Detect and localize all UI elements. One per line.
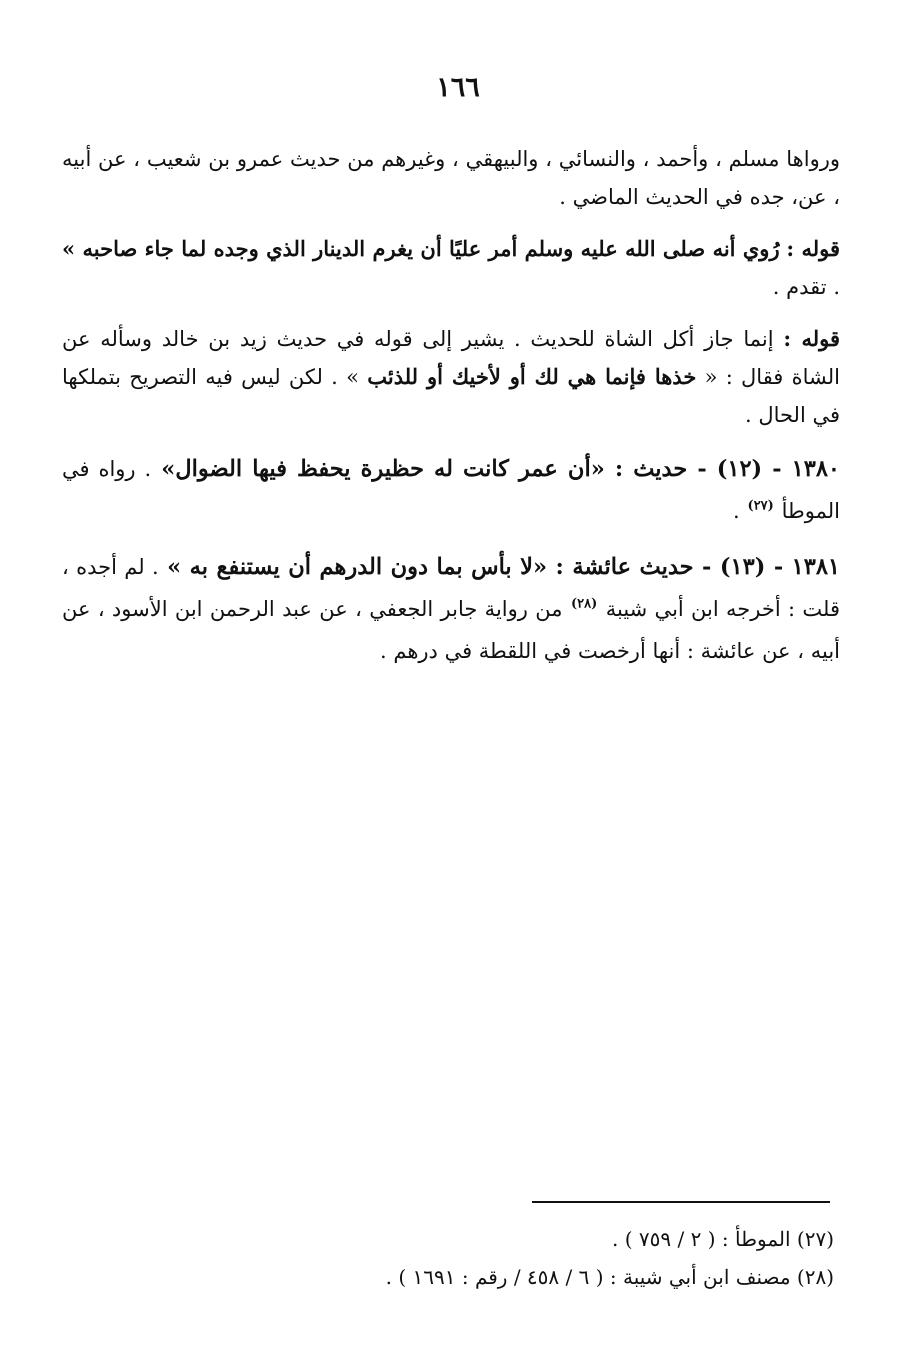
hadith-1380-tail: . رواه في الموطأ	[62, 457, 840, 523]
paragraph-1	[62, 140, 840, 216]
paragraph-2-lead: قوله :	[786, 236, 840, 261]
footnote-28: (٢٨) مصنف ابن أبي شيبة : ( ٦ / ٤٥٨ / رقم : ١٦٩١ ) .	[385, 1265, 834, 1289]
hadith-1381-tail: . لم أجده ، قلت : أخرجه ابن أبي شيبة	[62, 555, 840, 621]
page-number: ١٦٦	[436, 72, 480, 103]
footnote-27: (٢٧) الموطأ : ( ٢ / ٧٥٩ ) .	[612, 1227, 834, 1251]
paragraph-2	[62, 230, 840, 306]
paragraph-3	[62, 320, 840, 434]
hadith-1381-tail2: من رواية جابر الجعفي ، عن عبد الرحمن ابن الأسود ، عن أبيه ، عن عائشة : أنها أرخصت في اللقطة في درهم .	[62, 597, 840, 663]
footnote-ref-27[interactable]: (٢٧)	[747, 498, 774, 514]
paragraph-2-quote: رُوي أنه صلى الله عليه وسلم أمر عليًا أن يغرم الدينار الذي وجده لما جاء صاحبه »	[62, 236, 780, 261]
paragraph-3-quote: خذها فإنما هي لك أو لأخيك أو للذئب	[367, 364, 697, 389]
paragraph-1-text: ورواها مسلم ، وأحمد ، والنسائي ، والبيهقي ، وغيرهم من حديث عمرو بن شعيب ، عن أبيه ، عن، جده في الحديث الماضي .	[62, 147, 840, 209]
hadith-1380-heading: ١٣٨٠ - (١٢) - حديث : «أن عمر كانت له حظيرة يحفظ فيها الضوال»	[161, 456, 841, 482]
hadith-1380-end: .	[733, 499, 740, 523]
paragraph-3-text1: إنما جاز أكل الشاة للحديث . يشير إلى قوله في حديث زيد بن خالد وسأله عن الشاة فقال : «	[62, 327, 840, 389]
footnote-divider	[532, 1201, 830, 1203]
hadith-1380	[62, 448, 840, 532]
hadith-1381	[62, 546, 840, 672]
paragraph-3-text2: » . لكن ليس فيه التصريح بتملكها في الحال .	[62, 365, 840, 427]
paragraph-3-lead: قوله :	[783, 326, 840, 351]
hadith-1381-heading: ١٣٨١ - (١٣) - حديث عائشة : «لا بأس بما دون الدرهم أن يستنفع به »	[167, 554, 840, 580]
footnotes	[200, 1220, 834, 1296]
body-text	[62, 140, 840, 686]
footnote-ref-28[interactable]: (٢٨)	[570, 596, 598, 612]
paragraph-2-tail: . تقدم .	[772, 275, 840, 299]
